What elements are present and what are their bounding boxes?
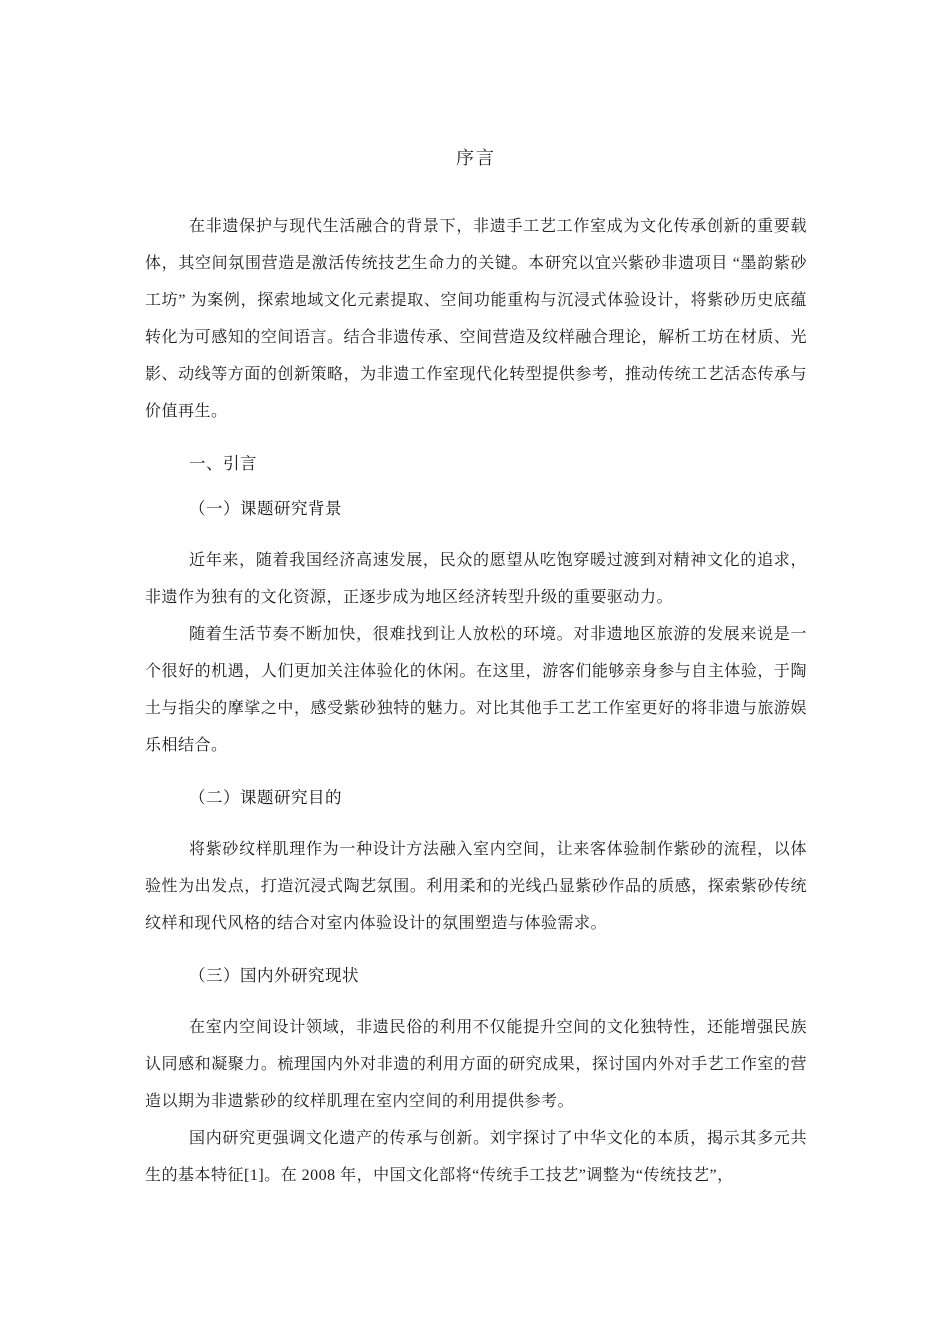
paragraph-background-2: 随着生活节奏不断加快，很难找到让人放松的环境。对非遗地区旅游的发展来说是一个很好的机遇，人们更加关注体验化的休闲。在这里，游客们能够亲身参与自主体验，于陶土与指尖的摩挲之中，感受紫砂独特的魅力。对比其他手工艺工作室更好的将非遗与旅游娱乐相结合。 [145,626,807,754]
heading-research-purpose: （二）课题研究目的 [189,789,342,807]
paragraph-purpose: 将紫砂纹样肌理作为一种设计方法融入室内空间，让来客体验制作紫砂的流程，以体验性为出发点，打造沉浸式陶艺氛围。利用柔和的光线凸显紫砂作品的质感，探索紫砂传统纹样和现代风格的结合对室内体验设计的氛围塑造与体验需求。 [145,841,807,932]
paragraph-background-1: 近年来，随着我国经济高速发展，民众的愿望从吃饱穿暖过渡到对精神文化的追求，非遗作为独有的文化资源，正逐步成为地区经济转型升级的重要驱动力。 [145,552,807,606]
paragraph-status-1: 在室内空间设计领域，非遗民俗的利用不仅能提升空间的文化独特性，还能增强民族认同感和凝聚力。梳理国内外对非遗的利用方面的研究成果，探讨国内外对手艺工作室的营造以期为非遗紫砂的纹样肌理在室内空间的利用提供参考。 [145,1019,807,1110]
document-title: 序言 [456,148,496,168]
heading-section-introduction: 一、引言 [189,455,257,473]
paragraph-preface: 在非遗保护与现代生活融合的背景下，非遗手工艺工作室成为文化传承创新的重要载体，其空间氛围营造是激活传统技艺生命力的关键。本研究以宜兴紫砂非遗项目 “墨韵紫砂工坊” 为案例，探索地域文化元素提取、空间功能重构与沉浸式体验设计，将紫砂历史底蕴转化为可感知的空间语言。结合非遗传承、空间营造及纹样融合理论，解析工坊在材质、光影、动线等方面的创新策略，为非遗工作室现代化转型提供参考，推动传统工艺活态传承与价值再生。 [145,218,807,420]
heading-research-background: （一）课题研究背景 [189,500,342,518]
paragraph-status-2: 国内研究更强调文化遗产的传承与创新。刘宇探讨了中华文化的本质，揭示其多元共生的基本特征[1]。在 2008 年，中国文化部将“传统手工技艺”调整为“传统技艺”， [145,1130,807,1184]
heading-research-status: （三）国内外研究现状 [189,967,359,985]
